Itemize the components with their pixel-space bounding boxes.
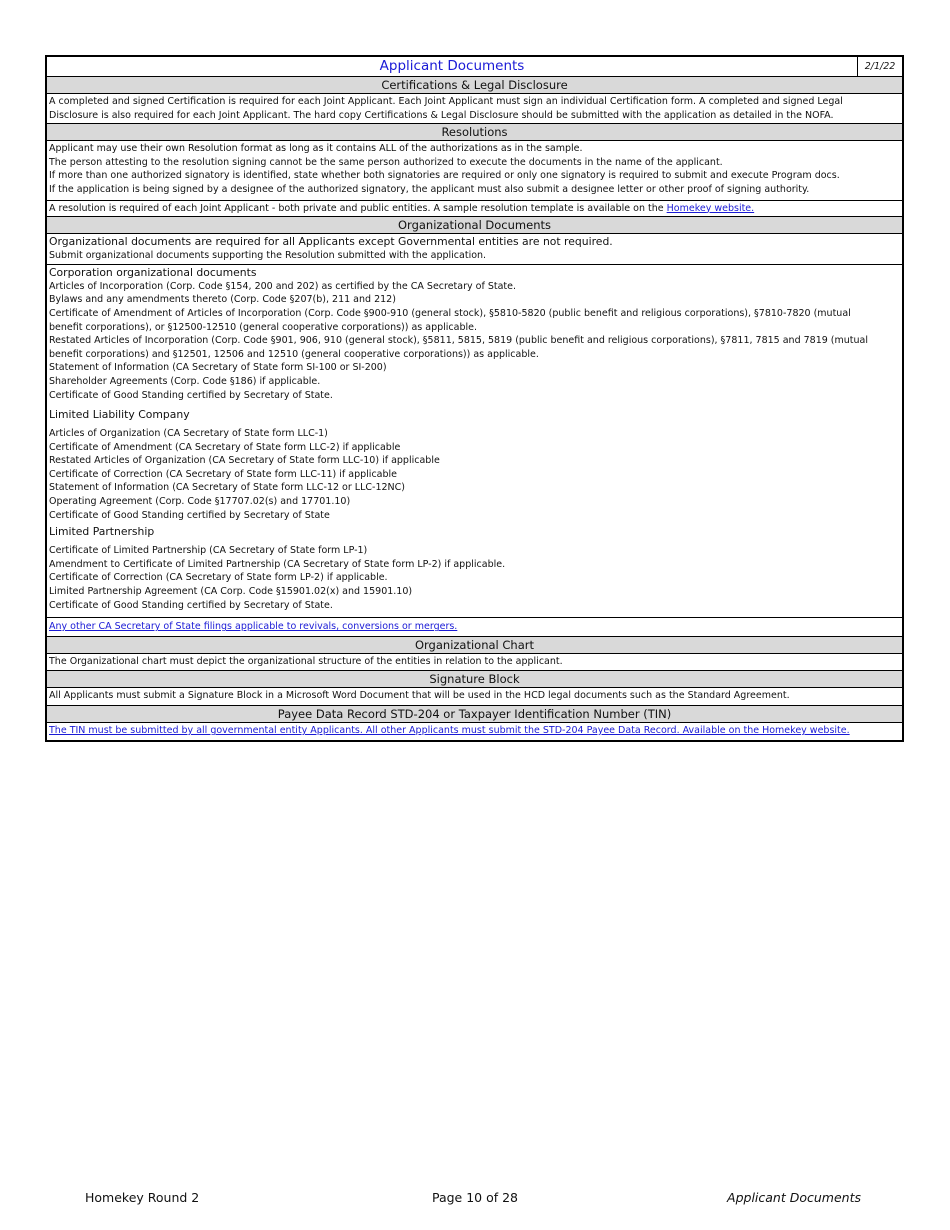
signature-text: All Applicants must submit a Signature Block in a Microsoft Word Document that will be used in the HCD legal documents such as the Standard Agreement.: [47, 687, 902, 705]
certifications-text: [47, 93, 902, 123]
corporation-item: Statement of Information (CA Secretary of State form SI-100 or SI-200): [49, 362, 387, 374]
resolutions-line: Applicant may use their own Resolution format as long as it contains ALL of the authorizations as in the sample.: [49, 143, 583, 155]
signature-heading: Signature Block: [47, 670, 902, 687]
certifications-line: Disclosure is also required for each Joint Applicant. The hard copy Certifications & Legal Disclosure should be submitted with the application as detailed in the NOFA.: [49, 109, 834, 121]
applicant-documents-table: [45, 55, 904, 742]
footer-program: Homekey Round 2: [85, 1190, 200, 1205]
llc-item: Operating Agreement (Corp. Code §17707.02(s) and 17701.10): [49, 496, 351, 508]
llc-item: Restated Articles of Organization (CA Secretary of State form LLC-10) if applicable: [49, 455, 440, 467]
corporation-title: Corporation organizational documents: [49, 265, 257, 279]
joint-applicant-text: A resolution is required of each Joint Applicant - both private and public entities. A sample resolution template is available on the: [49, 202, 667, 214]
organizational-heading: Organizational Documents: [47, 216, 902, 233]
lp-item: Certificate of Correction (CA Secretary of State form LP-2) if applicable.: [49, 572, 388, 584]
tin-std204-link[interactable]: The TIN must be submitted by all governmental entity Applicants. All other Applicants must submit the STD-204 Payee Data Record. Available on the Homekey website.: [49, 725, 850, 736]
organizational-intro-sub: Submit organizational documents supporting the Resolution submitted with the application.: [49, 250, 487, 262]
homekey-website-link[interactable]: Homekey website.: [666, 202, 755, 214]
corporation-item: Bylaws and any amendments thereto (Corp. Code §207(b), 211 and 212): [49, 294, 396, 306]
lp-item: Certificate of Limited Partnership (CA Secretary of State form LP-1): [49, 545, 368, 557]
org-chart-text: The Organizational chart must depict the organizational structure of the entities in relation to the applicant.: [47, 653, 902, 671]
lp-item: Certificate of Good Standing certified by Secretary of State.: [49, 599, 333, 611]
resolutions-line: If more than one authorized signatory is identified, state whether both signatories are required or only one signatory is required to submit and execute Program docs.: [49, 170, 840, 182]
certifications-heading: Certifications & Legal Disclosure: [47, 76, 902, 93]
corporation-item: benefit corporations) and §12501, 12506 and 12510 (general cooperative corporations)) as applicable.: [49, 348, 539, 360]
llc-title: Limited Liability Company: [49, 408, 190, 422]
org-chart-heading: Organizational Chart: [47, 636, 902, 653]
llc-item: Statement of Information (CA Secretary of State form LLC-12 or LLC-12NC): [49, 482, 405, 494]
llc-item: Certificate of Correction (CA Secretary of State form LLC-11) if applicable: [49, 468, 397, 480]
resolutions-text: [47, 140, 902, 199]
certifications-line: A completed and signed Certification is required for each Joint Applicant. Each Joint Applicant must sign an individual Certification form. A completed and signed Legal: [49, 96, 843, 107]
organizational-intro-main: Organizational documents are required for all Applicants except Governmental entities are not required.: [49, 235, 613, 249]
corporation-item: Certificate of Good Standing certified by Secretary of State.: [49, 389, 333, 401]
footer-section: Applicant Documents: [727, 1190, 861, 1205]
corporation-item: Restated Articles of Incorporation (Corp. Code §901, 906, 910 (general stock), §5811, 5815, 5819 (public benefit and religious corporations), §7811, 7815 and 7819 (mutual: [49, 335, 868, 347]
joint-applicant-resolution: [47, 200, 902, 217]
corporation-item: Shareholder Agreements (Corp. Code §186) if applicable.: [49, 375, 321, 387]
footer-page-number: Page 10 of 28: [431, 1190, 519, 1205]
lp-item: Amendment to Certificate of Limited Partnership (CA Secretary of State form LP-2) if applicable.: [49, 558, 506, 570]
lp-item: Limited Partnership Agreement (CA Corp. Code §15901.02(x) and 15901.10): [49, 586, 413, 598]
page-title: Applicant Documents: [379, 58, 525, 74]
llc-item: Certificate of Good Standing certified by Secretary of State: [49, 509, 330, 521]
title-row: [47, 57, 902, 76]
revision-date: 2/1/22: [857, 57, 902, 76]
llc-item: Articles of Organization (CA Secretary of State form LLC-1): [49, 428, 328, 440]
payee-heading: Payee Data Record STD-204 or Taxpayer Identification Number (TIN): [47, 705, 902, 722]
payee-row: [47, 722, 902, 740]
corporation-item: Certificate of Amendment of Articles of Incorporation (Corp. Code §900-910 (general stock), §5810-5820 (public benefit and religious corporations), §7810-7820 (mutual: [49, 307, 851, 319]
other-filings-row: [47, 617, 902, 636]
resolutions-heading: Resolutions: [47, 123, 902, 140]
organizational-intro: [47, 233, 902, 264]
resolutions-line: If the application is being signed by a designee of the authorized signatory, the applicant must also submit a designee letter or other proof of signing authority.: [49, 183, 810, 195]
resolutions-line: The person attesting to the resolution signing cannot be the same person authorized to execute the documents in the name of the applicant.: [49, 156, 723, 168]
corporation-item: Articles of Incorporation (Corp. Code §154, 200 and 202) as certified by the CA Secretary of State.: [49, 280, 516, 292]
llc-item: Certificate of Amendment (CA Secretary of State form LLC-2) if applicable: [49, 441, 401, 453]
organizational-entity-list: [47, 264, 902, 617]
other-filings-link[interactable]: Any other CA Secretary of State filings applicable to revivals, conversions or mergers.: [49, 621, 458, 633]
corporation-item: benefit corporations), or §12500-12510 (general cooperative corporations)) as applicable.: [49, 321, 478, 333]
lp-title: Limited Partnership: [49, 525, 155, 539]
